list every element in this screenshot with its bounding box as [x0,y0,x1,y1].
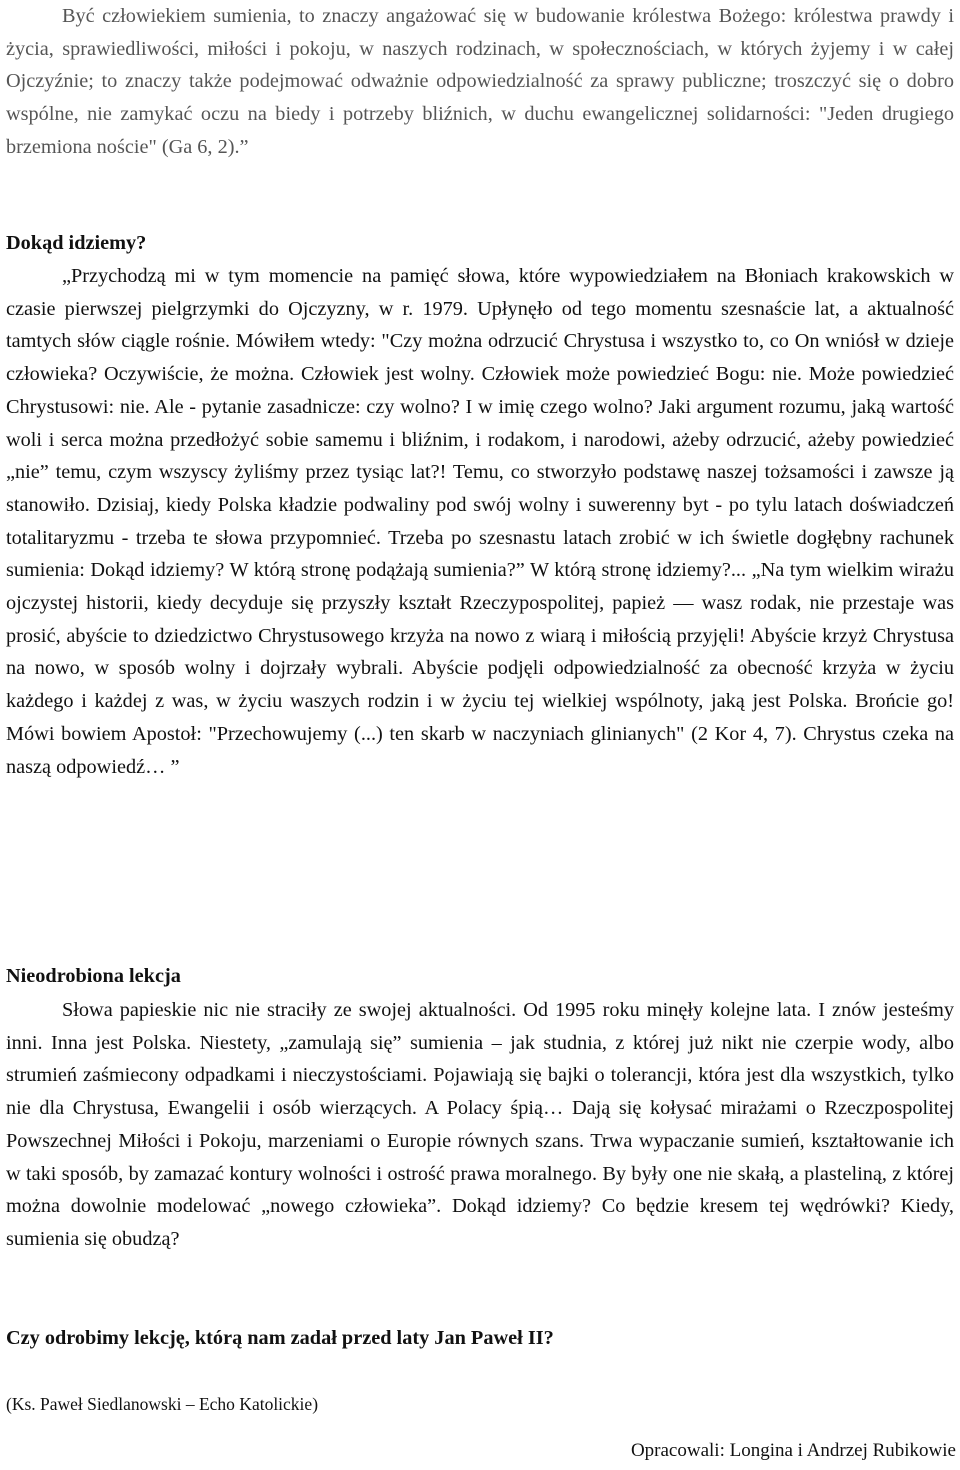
heading-final-question: Czy odrobimy lekcję, którą nam zadał przed laty Jan Paweł II? [6,1327,554,1349]
credit-line: Opracowali: Longina i Andrzej Rubikowie [630,1440,956,1461]
source-citation: (Ks. Paweł Siedlanowski – Echo Katolickie) [6,1394,319,1414]
paragraph-conscience: Być człowiekiem sumienia, to znaczy angażować się w budowanie królestwa Bożego: królestwa prawdy i życia, sprawiedliwości, miłości i pokoju, w naszych rodzinach, w społecznościach, w których żyjemy i w całej Ojczyźnie; to znaczy także podejmować odważnie odpowiedzialność za sprawy publiczne; troszczyć się o dobro wspólne, nie zamykać oczu na biedy i potrzeby bliźnich, w duchu ewangelicznej solidarności: "Jeden drugiego brzemiona noście" (Ga 6, 2).” [6,5,954,158]
paragraph-commentary: Słowa papieskie nic nie straciły ze swojej aktualności. Od 1995 roku minęły kolejne lata. I znów jesteśmy inni. Inna jest Polska. Niestety, „zamulają się” sumienia – jak studnia, z której już nikt nie czerpie wody, albo strumień zaśmiecony odpadkami i nieczystościami. Pojawiają się bajki o tolerancji, która jest dla wszystkich, tylko nie dla Chrystusa, Ewangelii i osób wierzących. A Polacy śpią… Dają się kołysać mirażami o Rzeczpospolitej Powszechnej Miłości i Pokoju, marzeniami o Europie równych szans. Trwa wypaczanie sumień, kształtowanie ich w taki sposób, by zamazać kontury wolności i ostrość prawa moralnego. By były one nie skałą, a plasteliną, z której można dowolnie modelować „nowego człowieka”. Dokąd idziemy? Co będzie kresem tej wędrówki? Kiedy, sumienia się obudzą? [6,999,954,1250]
paragraph-pope-quote: „Przychodzą mi w tym momencie na pamięć słowa, które wypowiedziałem na Błoniach krakowskich w czasie pierwszej pielgrzymki do Ojczyzny, w r. 1979. Upłynęło od tego momentu szesnaście lat, a aktualność tamtych słów ciągle rośnie. Mówiłem wtedy: "Czy można odrzucić Chrystusa i wszystko to, co On wniósł w dzieje człowieka? Oczywiście, że można. Człowiek jest wolny. Człowiek może powiedzieć Bogu: nie. Może powiedzieć Chrystusowi: nie. Ale - pytanie zasadnicze: czy wolno? I w imię czego wolno? Jaki argument rozumu, jaką wartość woli i serca można przedłożyć sobie samemu i bliźnim, i rodakom, i narodowi, ażeby odrzucić, ażeby powiedzieć „nie” temu, czym wszyscy żyliśmy przez tysiąc lat?! Temu, co stworzyło podstawę naszej tożsamości i zawsze ją stanowiło. Dzisiaj, kiedy Polska kładzie podwaliny pod swój wolny i suwerenny byt - po tylu latach doświadczeń totalitaryzmu - trzeba te słowa przypomnieć. Trzeba po szesnastu latach zrobić w ich świetle dogłębny rachunek sumienia: Dokąd idziemy? W którą stronę podążają sumienia?” W którą stronę idziemy?... „Na tym wielkim wirażu ojczystej historii, kiedy decyduje się przyszły kształt Rzeczypospolitej, papież — wasz rodak, nie przestaje was prosić, abyście to dziedzictwo Chrystusowego krzyża na nowo z wiarą i miłością przyjęli! Abyście krzyż Chrystusa na nowo, w sposób wolny i dojrzały wybrali. Abyście podjęli odpowiedzialność za obecność krzyża w życiu każdego i każdej z was, w życiu waszych rodzin i w życiu tej wielkiej wspólnoty, jaką jest Polska. Brońcie go! Mówi bowiem Apostoł: "Przechowujemy (...) ten skarb w naczyniach glinianych" (2 Kor 4, 7). Chrystus czeka na naszą odpowiedź… ” [6,265,954,778]
heading-unfinished-lesson: Nieodrobiona lekcja [6,965,181,987]
heading-where-are-we-going: Dokąd idziemy? [6,232,147,254]
